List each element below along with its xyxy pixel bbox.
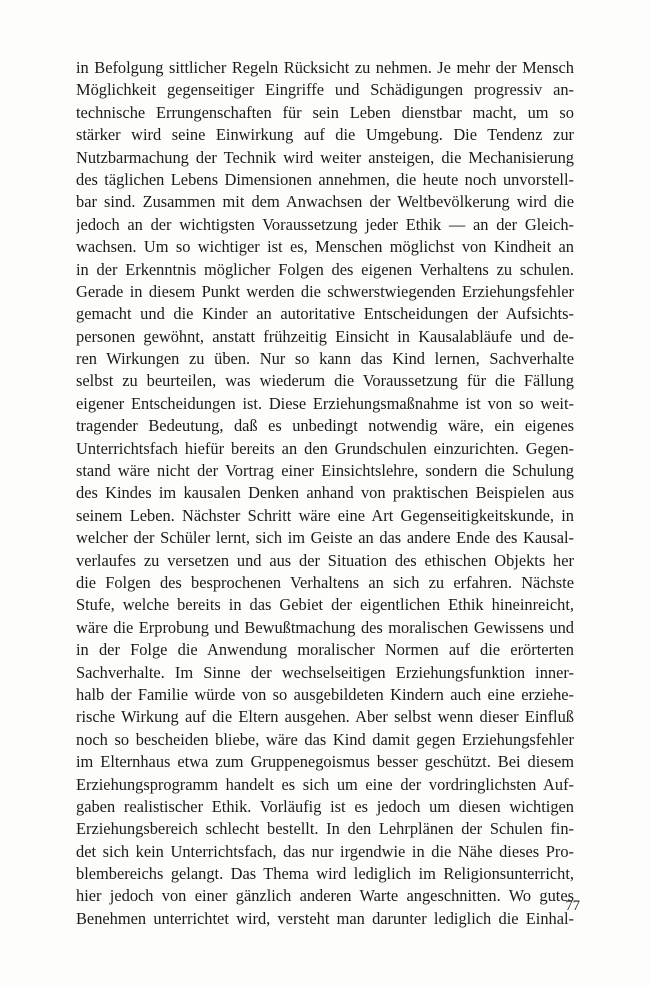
text-line: det sich kein Unterrichtsfach, das nur irgendwie in die Nähe dieses Pro- — [76, 841, 574, 861]
text-line: in der Erkenntnis möglicher Folgen des eigenen Verhaltens zu schulen. — [76, 259, 574, 279]
text-line: in Befolgung sittlicher Regeln Rücksicht zu nehmen. Je mehr der Mensch — [76, 58, 574, 77]
text-line: jedoch an der wichtigsten Voraussetzung jeder Ethik — an der Gleich- — [76, 214, 574, 234]
text-line: Nutzbarmachung der Technik wird weiter ansteigen, die Mechanisierung — [76, 147, 574, 167]
text-line: bar sind. Zusammen mit dem Anwachsen der Weltbevölkerung wird die — [76, 192, 574, 212]
text-line: stand wäre nicht der Vortrag einer Einsichtslehre, sondern die Schulung — [76, 461, 574, 481]
text-line: wachsen. Um so wichtiger ist es, Menschen möglichst von Kindheit an — [76, 237, 574, 257]
text-line: verlaufes zu versetzen und aus der Situation des ethischen Objekts her — [76, 550, 574, 570]
page-number: 77 — [565, 898, 580, 914]
text-line: des täglichen Lebens Dimensionen annehmen, die heute noch unvorstell- — [76, 169, 574, 189]
text-line: Unterrichtsfach hiefür bereits an den Grundschulen einzurichten. Gegen- — [76, 438, 574, 458]
text-line: noch so bescheiden bliebe, wäre das Kind damit gegen Erziehungsfehler — [76, 729, 574, 749]
text-line: gemacht und die Kinder an autoritative Entscheidungen der Aufsichts- — [76, 304, 574, 324]
text-line: welcher der Schüler lernt, sich im Geiste an das andere Ende des Kausal- — [76, 528, 574, 548]
text-line: Sachverhalte. Im Sinne der wechselseitigen Erziehungsfunktion inner- — [76, 662, 574, 682]
text-line: Gerade in diesem Punkt werden die schwerstwiegenden Erziehungsfehler — [76, 281, 574, 301]
text-line: personen gewöhnt, anstatt frühzeitig Einsicht in Kausalabläufe und de- — [76, 326, 574, 346]
text-line: tragender Bedeutung, daß es unbedingt notwendig wäre, ein eigenes — [76, 416, 574, 436]
text-line: gaben realistischer Ethik. Vorläufig ist es jedoch um diesen wichtigen — [76, 796, 574, 816]
text-line: halb der Familie würde von so ausgebildeten Kindern auch eine erziehe- — [76, 684, 574, 704]
text-line: eigener Entscheidungen ist. Diese Erziehungsmaßnahme ist von so weit- — [76, 393, 574, 413]
text-line: Erziehungsprogramm handelt es sich um eine der vordringlichsten Auf- — [76, 774, 574, 794]
text-line: Möglichkeit gegenseitiger Eingriffe und Schädigungen progressiv an- — [76, 80, 574, 100]
text-line: stärker wird seine Einwirkung auf die Umgebung. Die Tendenz zur — [76, 125, 574, 145]
text-line: die Folgen des besprochenen Verhaltens an sich zu erfahren. Nächste — [76, 572, 574, 592]
text-line: hier jedoch von einer gänzlich anderen Warte angeschnitten. Wo gutes — [76, 886, 574, 906]
text-line: in der Folge die Anwendung moralischer Normen auf die erörterten — [76, 640, 574, 660]
text-line: im Elternhaus etwa zum Gruppenegoismus besser geschützt. Bei diesem — [76, 752, 574, 772]
text-line: des Kindes im kausalen Denken anhand von praktischen Beispielen aus — [76, 483, 574, 503]
body-text — [76, 57, 574, 930]
text-line: ren Wirkungen zu üben. Nur so kann das Kind lernen, Sachverhalte — [76, 349, 574, 369]
text-line: rische Wirkung auf die Eltern ausgehen. Aber selbst wenn dieser Einfluß — [76, 707, 574, 727]
text-line: Benehmen unterrichtet wird, versteht man darunter lediglich die Einhal- — [76, 908, 574, 928]
text-line: seinem Leben. Nächster Schritt wäre eine Art Gegenseitigkeitskunde, in — [76, 505, 574, 525]
text-line: wäre die Erprobung und Bewußtmachung des moralischen Gewissens und — [76, 617, 574, 637]
text-line: Stufe, welche bereits in das Gebiet der eigentlichen Ethik hineinreicht, — [76, 595, 574, 615]
text-line: Erziehungsbereich schlecht bestellt. In den Lehrplänen der Schulen fin- — [76, 819, 574, 839]
text-line: technische Errungenschaften für sein Leben dienstbar macht, um so — [76, 102, 574, 122]
text-line: blembereichs gelangt. Das Thema wird lediglich im Religionsunterricht, — [76, 864, 574, 884]
text-line: selbst zu beurteilen, was wiederum die Voraussetzung für die Fällung — [76, 371, 574, 391]
